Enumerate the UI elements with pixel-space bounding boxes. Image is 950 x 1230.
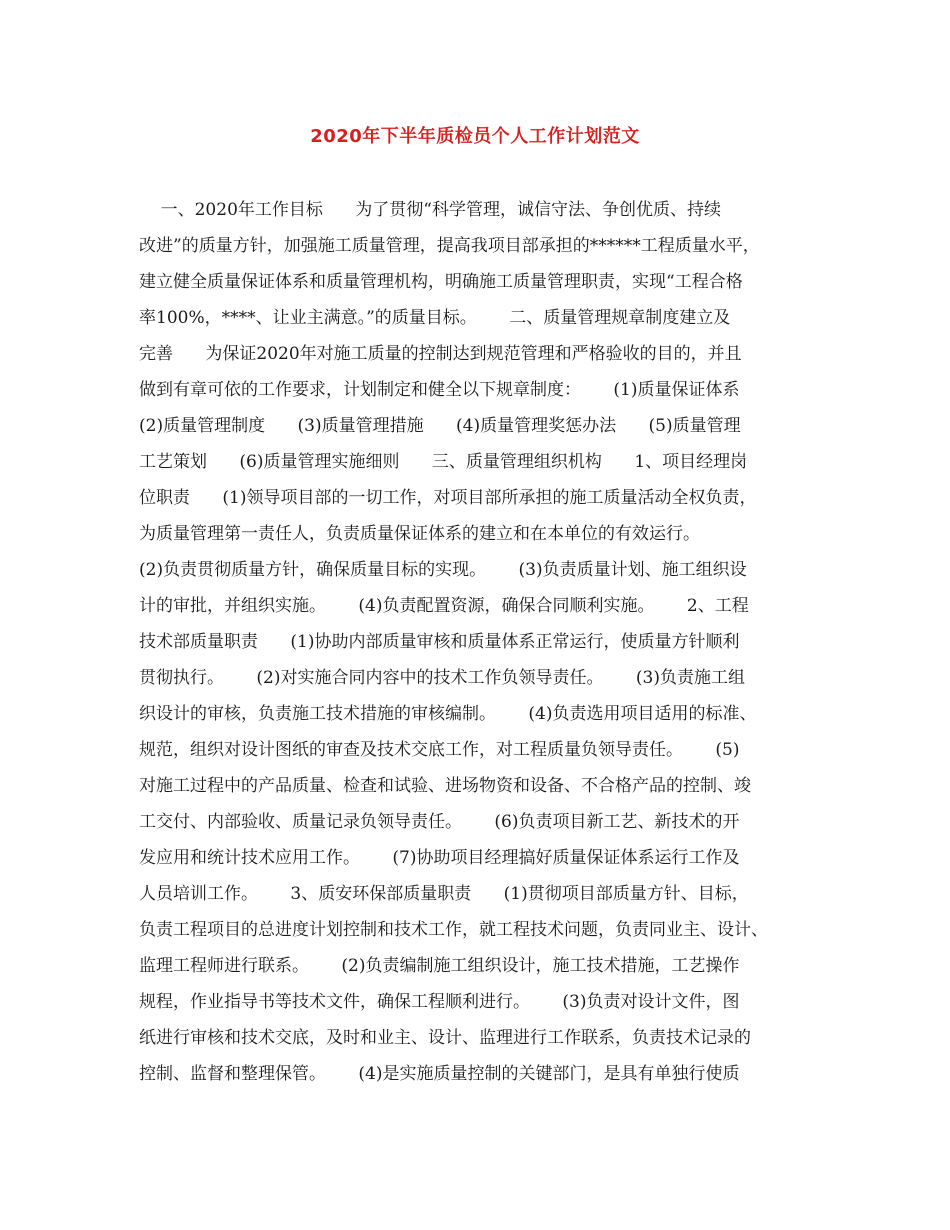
body-line: 为质量管理第一责任人，负责质量保证体系的建立和在本单位的有效运行。 [139,524,700,544]
body-line: 对施工过程中的产品质量、检查和试验、进场物资和设备、不合格产品的控制、竣 [139,776,751,796]
body-line: 一、2020年工作目标 为了贯彻“科学管理，诚信守法、争创优质、持续 [139,200,721,220]
body-line: 率100%，****、让业主满意。”的质量目标。 二、质量管理规章制度建立及 [139,308,731,328]
body-line: 工交付、内部验收、质量记录负领导责任。 (6)负责项目新工艺、新技术的开 [139,812,740,832]
body-line: 织设计的审核，负责施工技术措施的审核编制。 (4)负责选用项目适用的标准、 [139,704,757,724]
body-line: 完善 为保证2020年对施工质量的控制达到规范管理和严格验收的目的，并且 [139,344,742,364]
body-line: 做到有章可依的工作要求，计划制定和健全以下规章制度： (1)质量保证体系 [139,380,740,400]
body-line: 负责工程项目的总进度计划控制和技术工作，就工程技术问题，负责同业主、设计、 [139,920,768,940]
body-line: 监理工程师进行联系。 (2)负责编制施工组织设计，施工技术措施，工艺操作 [139,956,740,976]
body-line: 改进”的质量方针，加强施工质量管理，提高我项目部承担的******工程质量水平， [139,236,760,256]
body-line: 工艺策划 (6)质量管理实施细则 三、质量管理组织机构 1、项目经理岗 [139,452,748,472]
body-line: 规程，作业指导书等技术文件，确保工程顺利进行。 (3)负责对设计文件，图 [139,992,740,1012]
body-line: 纸进行审核和技术交底，及时和业主、设计、监理进行工作联系，负责技术记录的 [139,1028,751,1048]
body-line: 发应用和统计技术应用工作。 (7)协助项目经理搞好质量保证体系运行工作及 [139,848,740,868]
body-line: 人员培训工作。 3、质安环保部质量职责 (1)贯彻项目部质量方针、目标， [139,884,749,904]
body-line: (2)负责贯彻质量方针，确保质量目标的实现。 (3)负责质量计划、施工组织设 [139,560,747,580]
document-title: 2020年下半年质检员个人工作计划范文 [310,126,640,147]
body-line: 技术部质量职责 (1)协助内部质量审核和质量体系正常运行，使质量方针顺利 [139,632,740,652]
body-line: (2)质量管理制度 (3)质量管理措施 (4)质量管理奖惩办法 (5)质量管理 [139,416,741,436]
body-line: 规范，组织对设计图纸的审查及技术交底工作，对工程质量负领导责任。 (5) [139,740,740,760]
body-line: 建立健全质量保证体系和质量管理机构，明确施工质量管理职责，实现“工程合格 [139,272,743,292]
body-line: 控制、监督和整理保管。 (4)是实施质量控制的关键部门，是具有单独行使质 [139,1064,740,1084]
body-line: 计的审批，并组织实施。 (4)负责配置资源，确保合同顺利实施。 2、工程 [139,596,749,616]
body-line: 位职责 (1)领导项目部的一切工作，对项目部所承担的施工质量活动全权负责， [139,488,757,508]
body-line: 贯彻执行。 (2)对实施合同内容中的技术工作负领导责任。 (3)负责施工组 [139,668,746,688]
